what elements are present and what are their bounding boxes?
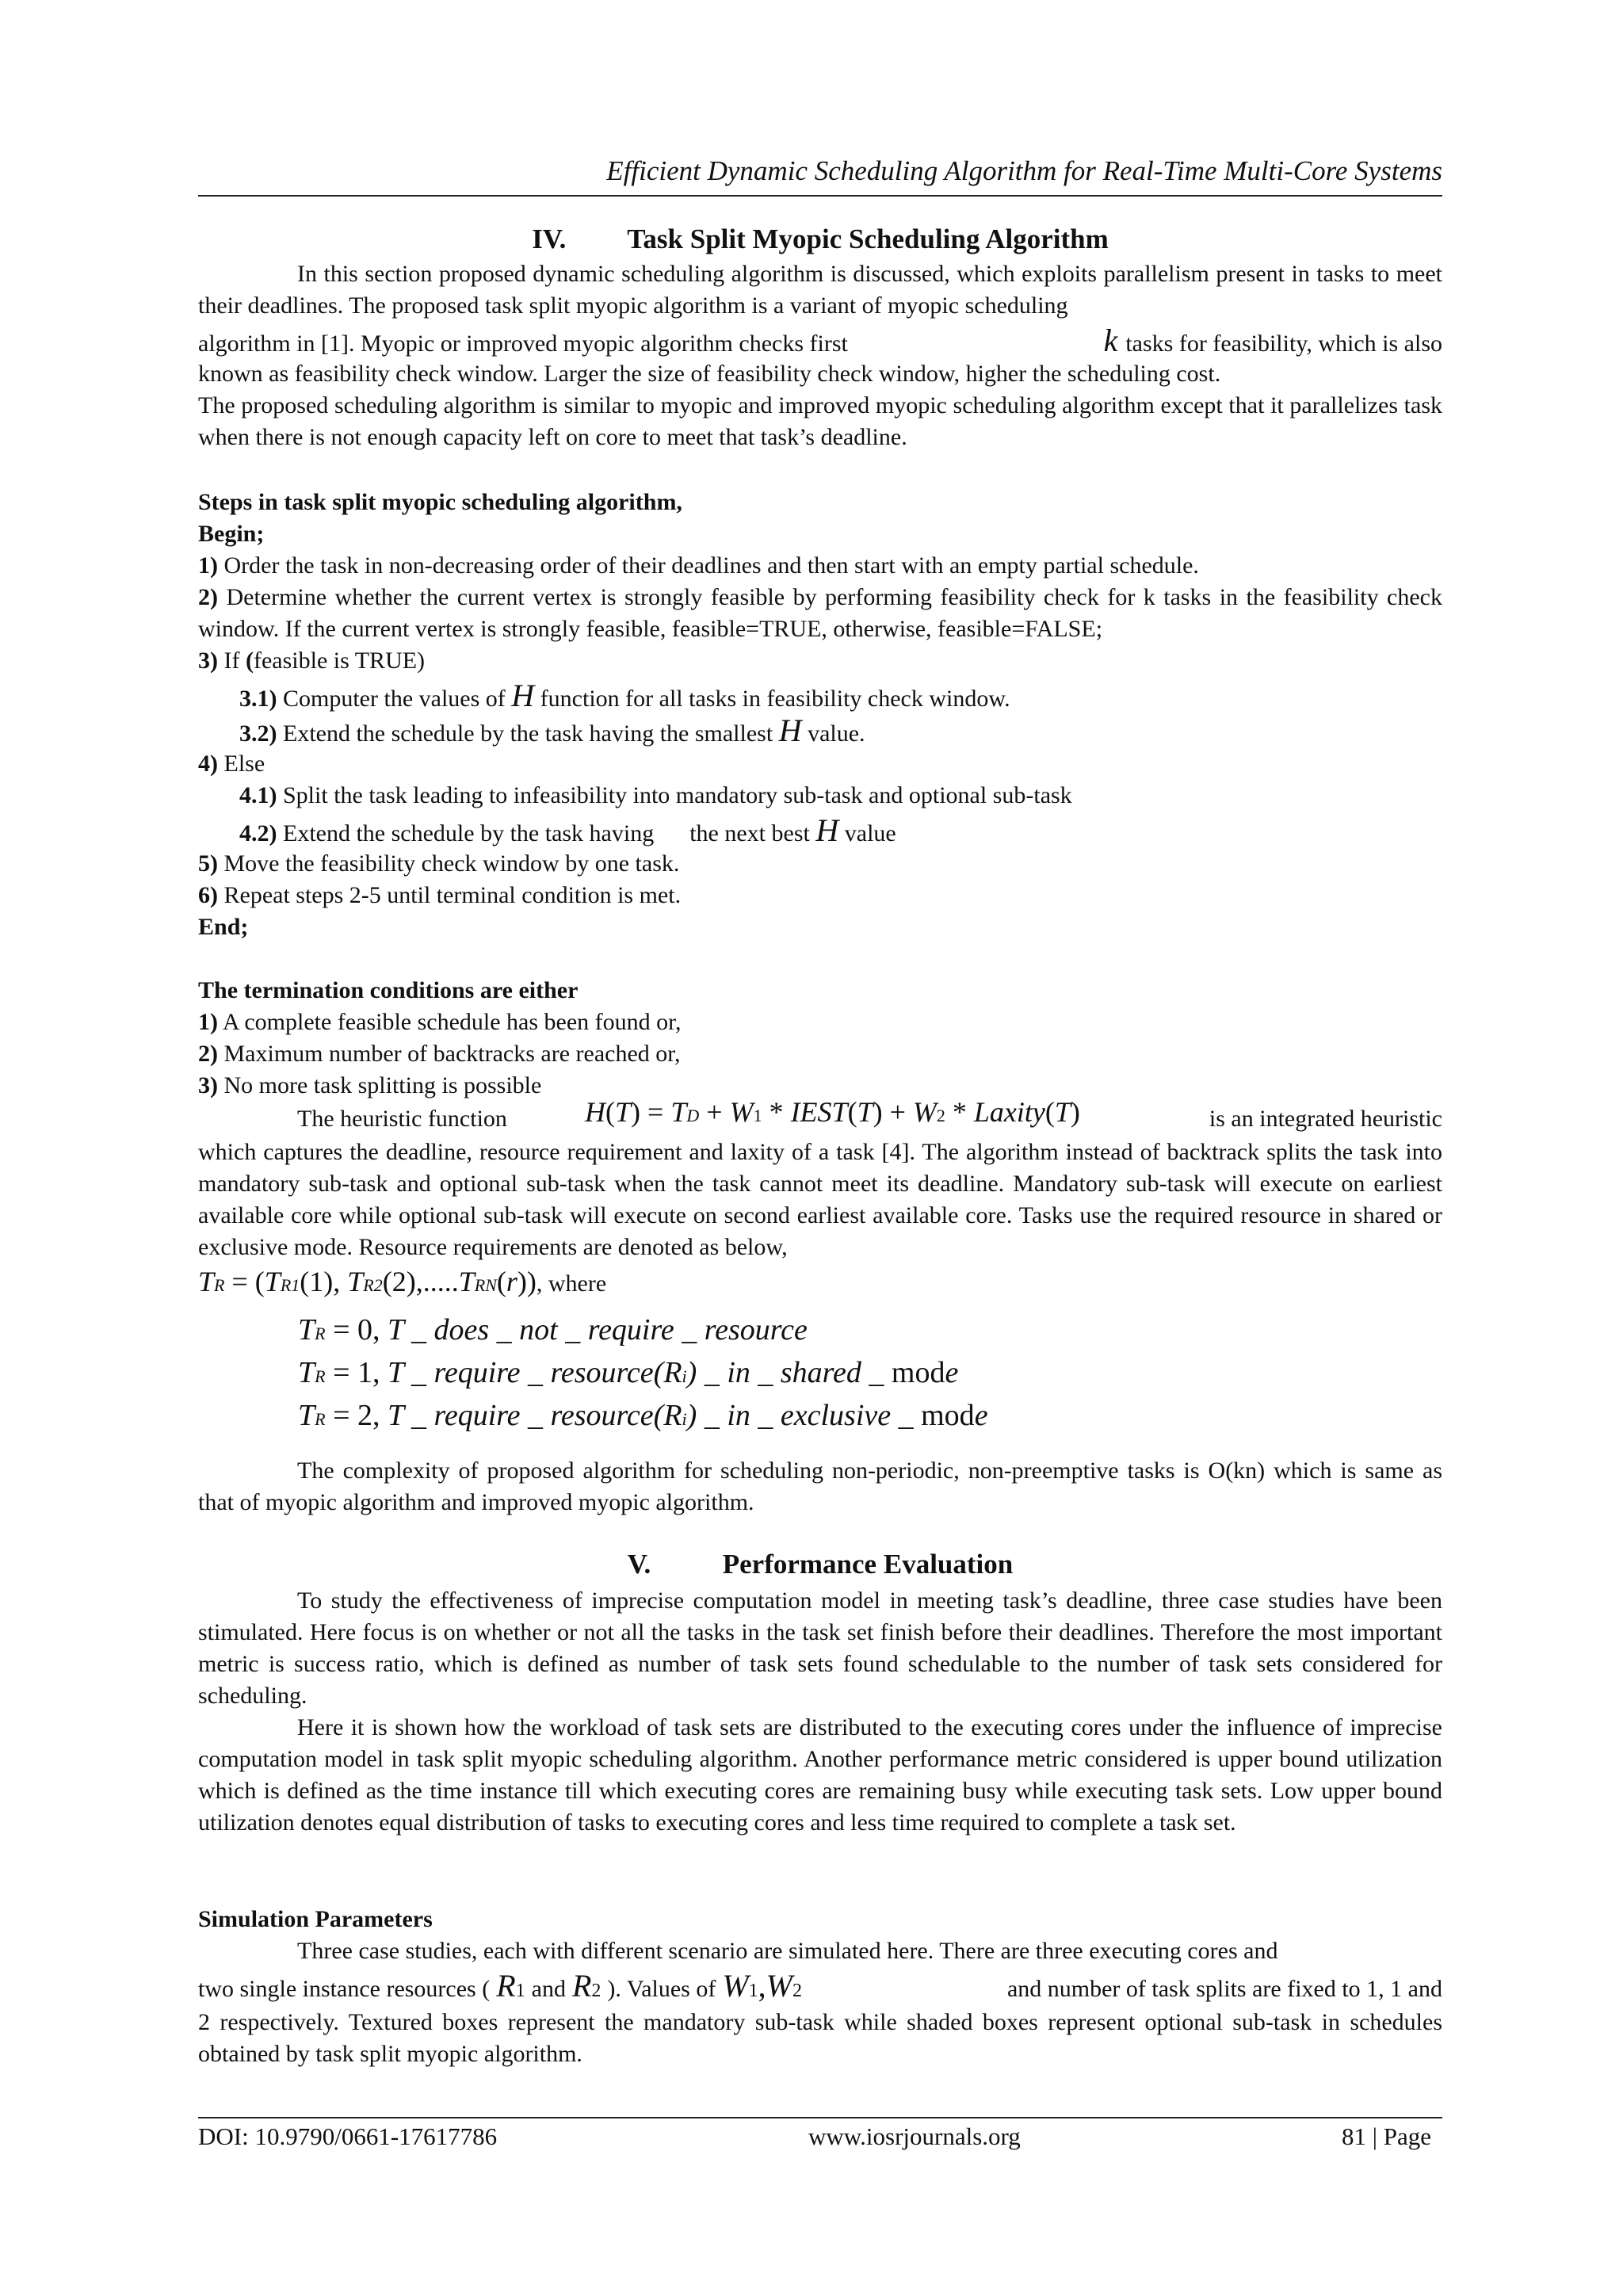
footer-site: www.iosrjournals.org xyxy=(808,2122,1021,2150)
section-4-para-1-line-3 xyxy=(198,325,1442,360)
equation-tr-0: TR = 0, T _ does _ not _ require _ resource xyxy=(298,1313,808,1347)
step-4-1: 4.1) Split the task leading to infeasibility into mandatory sub-task and optional sub-task xyxy=(239,782,1072,808)
simulation-para-rest: 2 respectively. Textured boxes represent the mandatory sub-task while shaded boxes represent optional sub-task in schedules obtained by task split myopic algorithm. xyxy=(198,2009,1442,2067)
step-3-1: 3.1) Computer the values of H function for all tasks in feasibility check window. xyxy=(239,678,1010,713)
heuristic-intro: The heuristic function xyxy=(297,1106,507,1132)
equation-tr-2: TR = 2, T _ require _ resource(Ri) _ in _ exclusive _ mode xyxy=(298,1399,988,1432)
begin-label: Begin; xyxy=(198,521,265,547)
running-title: Efficient Dynamic Scheduling Algorithm for Real-Time Multi-Core Systems xyxy=(606,155,1442,186)
section-5-para-2: Here it is shown how the workload of task sets are distributed to the executing cores under the influence of imprecise computation model in task split myopic scheduling algorithm. Another performance metric considered is upper bound utilization which is defined as the time instance till which executing cores are remaining busy while executing task sets. Low upper bound utilization denotes equal distribution of tasks to executing cores and less time required to complete a task set. xyxy=(198,1714,1442,1836)
math-H: H xyxy=(511,678,535,713)
math-R: R xyxy=(571,1968,592,2004)
math-H: H xyxy=(778,712,802,748)
section-4-heading xyxy=(198,223,1442,255)
text-fragment: and number of task splits are fixed to 1, 1 and xyxy=(1006,1976,1442,2002)
section-4-title: Task Split Myopic Scheduling Algorithm xyxy=(627,223,1109,254)
step-3: 3) If (feasible is TRUE) xyxy=(198,648,426,674)
step-4-2: 4.2) Extend the schedule by the task having the next best H value xyxy=(239,812,896,848)
text-fragment: tasks for feasibility, which is also xyxy=(1125,330,1442,357)
step-1: 1) Order the task in non-decreasing order of their deadlines and then start with an empty partial schedule. xyxy=(198,552,1199,579)
end-label: End; xyxy=(198,914,249,940)
section-5-para-1: To study the effectiveness of imprecise computation model in meeting task’s deadline, three case studies have been stimulated. Here focus is on whether or not all the tasks in the task set finish before their deadlines. Therefore the most important metric is success ratio, which is defined as number of task sets found schedulable to the number of task sets considered for scheduling. xyxy=(198,1587,1442,1709)
termination-1: 1) A complete feasible schedule has been found or, xyxy=(198,1009,682,1035)
steps-heading: Steps in task split myopic scheduling algorithm, xyxy=(198,489,682,515)
section-4-para-2: The proposed scheduling algorithm is similar to myopic and improved myopic scheduling algorithm except that it parallelizes task when there is not enough capacity left on core to meet that task’s deadline. xyxy=(198,392,1442,450)
simulation-para-line-2 xyxy=(198,1970,1442,2007)
section-5-number: V. xyxy=(627,1549,651,1580)
heuristic-tail: is an integrated heuristic xyxy=(1209,1106,1442,1132)
math-W: W xyxy=(722,1968,749,2004)
section-4-number: IV. xyxy=(532,223,567,254)
footer-doi: DOI: 10.9790/0661-17617786 xyxy=(198,2122,498,2150)
section-5-heading xyxy=(198,1549,1442,1580)
section-4-para-1-line-4: known as feasibility check window. Larger the size of feasibility check window, higher the scheduling cost. xyxy=(198,361,1221,387)
termination-2: 2) Maximum number of backtracks are reached or, xyxy=(198,1041,681,1067)
complexity-paragraph: The complexity of proposed algorithm for scheduling non-periodic, non-preemptive tasks is O(kn) which is same as that of myopic algorithm and improved myopic algorithm. xyxy=(198,1457,1442,1515)
section-5-title: Performance Evaluation xyxy=(722,1549,1014,1580)
termination-heading: The termination conditions are either xyxy=(198,977,579,1003)
step-2: 2) Determine whether the current vertex is strongly feasible by performing feasibility check for k tasks in the feasibility check window. If the current vertex is strongly feasible, feasible=TRUE, otherwise, feasible=FALSE; xyxy=(198,584,1442,642)
step-6: 6) Repeat steps 2-5 until terminal condition is met. xyxy=(198,882,682,908)
simulation-para-line-1: Three case studies, each with different scenario are simulated here. There are three executing cores and xyxy=(297,1938,1278,1964)
math-H: H xyxy=(815,812,839,848)
equation-tr-1: TR = 1, T _ require _ resource(Ri) _ in _ shared _ mode xyxy=(298,1356,959,1389)
math-R: R xyxy=(496,1968,516,2004)
step-3-2: 3.2) Extend the schedule by the task having the smallest H value. xyxy=(239,712,865,748)
heuristic-equation: H(T) = TD + W1 * IEST(T) + W2 * Laxity(T) xyxy=(585,1096,1080,1128)
heuristic-paragraph: which captures the deadline, resource requirement and laxity of a task [4]. The algorithm instead of backtrack splits the task into mandatory sub-task and optional sub-task when the task cannot meet its deadline. Mandatory sub-task will execute on earliest available core while optional sub-task will execute on second earliest available core. Tasks use the required resource in shared or exclusive mode. Resource requirements are denoted as below, xyxy=(198,1139,1442,1260)
math-k: k xyxy=(1103,323,1118,358)
termination-3: 3) No more task splitting is possible xyxy=(198,1072,542,1098)
footer-rule xyxy=(198,2117,1442,2118)
step-4: 4) Else xyxy=(198,751,265,777)
header-rule xyxy=(198,195,1442,197)
text-fragment-group: two single instance resources ( R1 and R2 ). Values of W1,W2 xyxy=(198,1968,802,2004)
text-fragment: algorithm in [1]. Myopic or improved myopic algorithm checks first xyxy=(198,330,848,357)
simulation-heading: Simulation Parameters xyxy=(198,1906,433,1932)
resource-requirement-equation: TR = (TR1(1), TR2(2),.....TRN(r)), where xyxy=(198,1266,607,1297)
math-W: W xyxy=(766,1968,792,2004)
text-fragment-group xyxy=(1104,325,1442,360)
step-5: 5) Move the feasibility check window by one task. xyxy=(198,850,680,877)
section-4-para-1: In this section proposed dynamic scheduling algorithm is discussed, which exploits parallelism present in tasks to meet their deadlines. The proposed task split myopic algorithm is a variant of myopic scheduling xyxy=(198,261,1442,319)
footer-page: 81 | Page xyxy=(1342,2122,1431,2150)
